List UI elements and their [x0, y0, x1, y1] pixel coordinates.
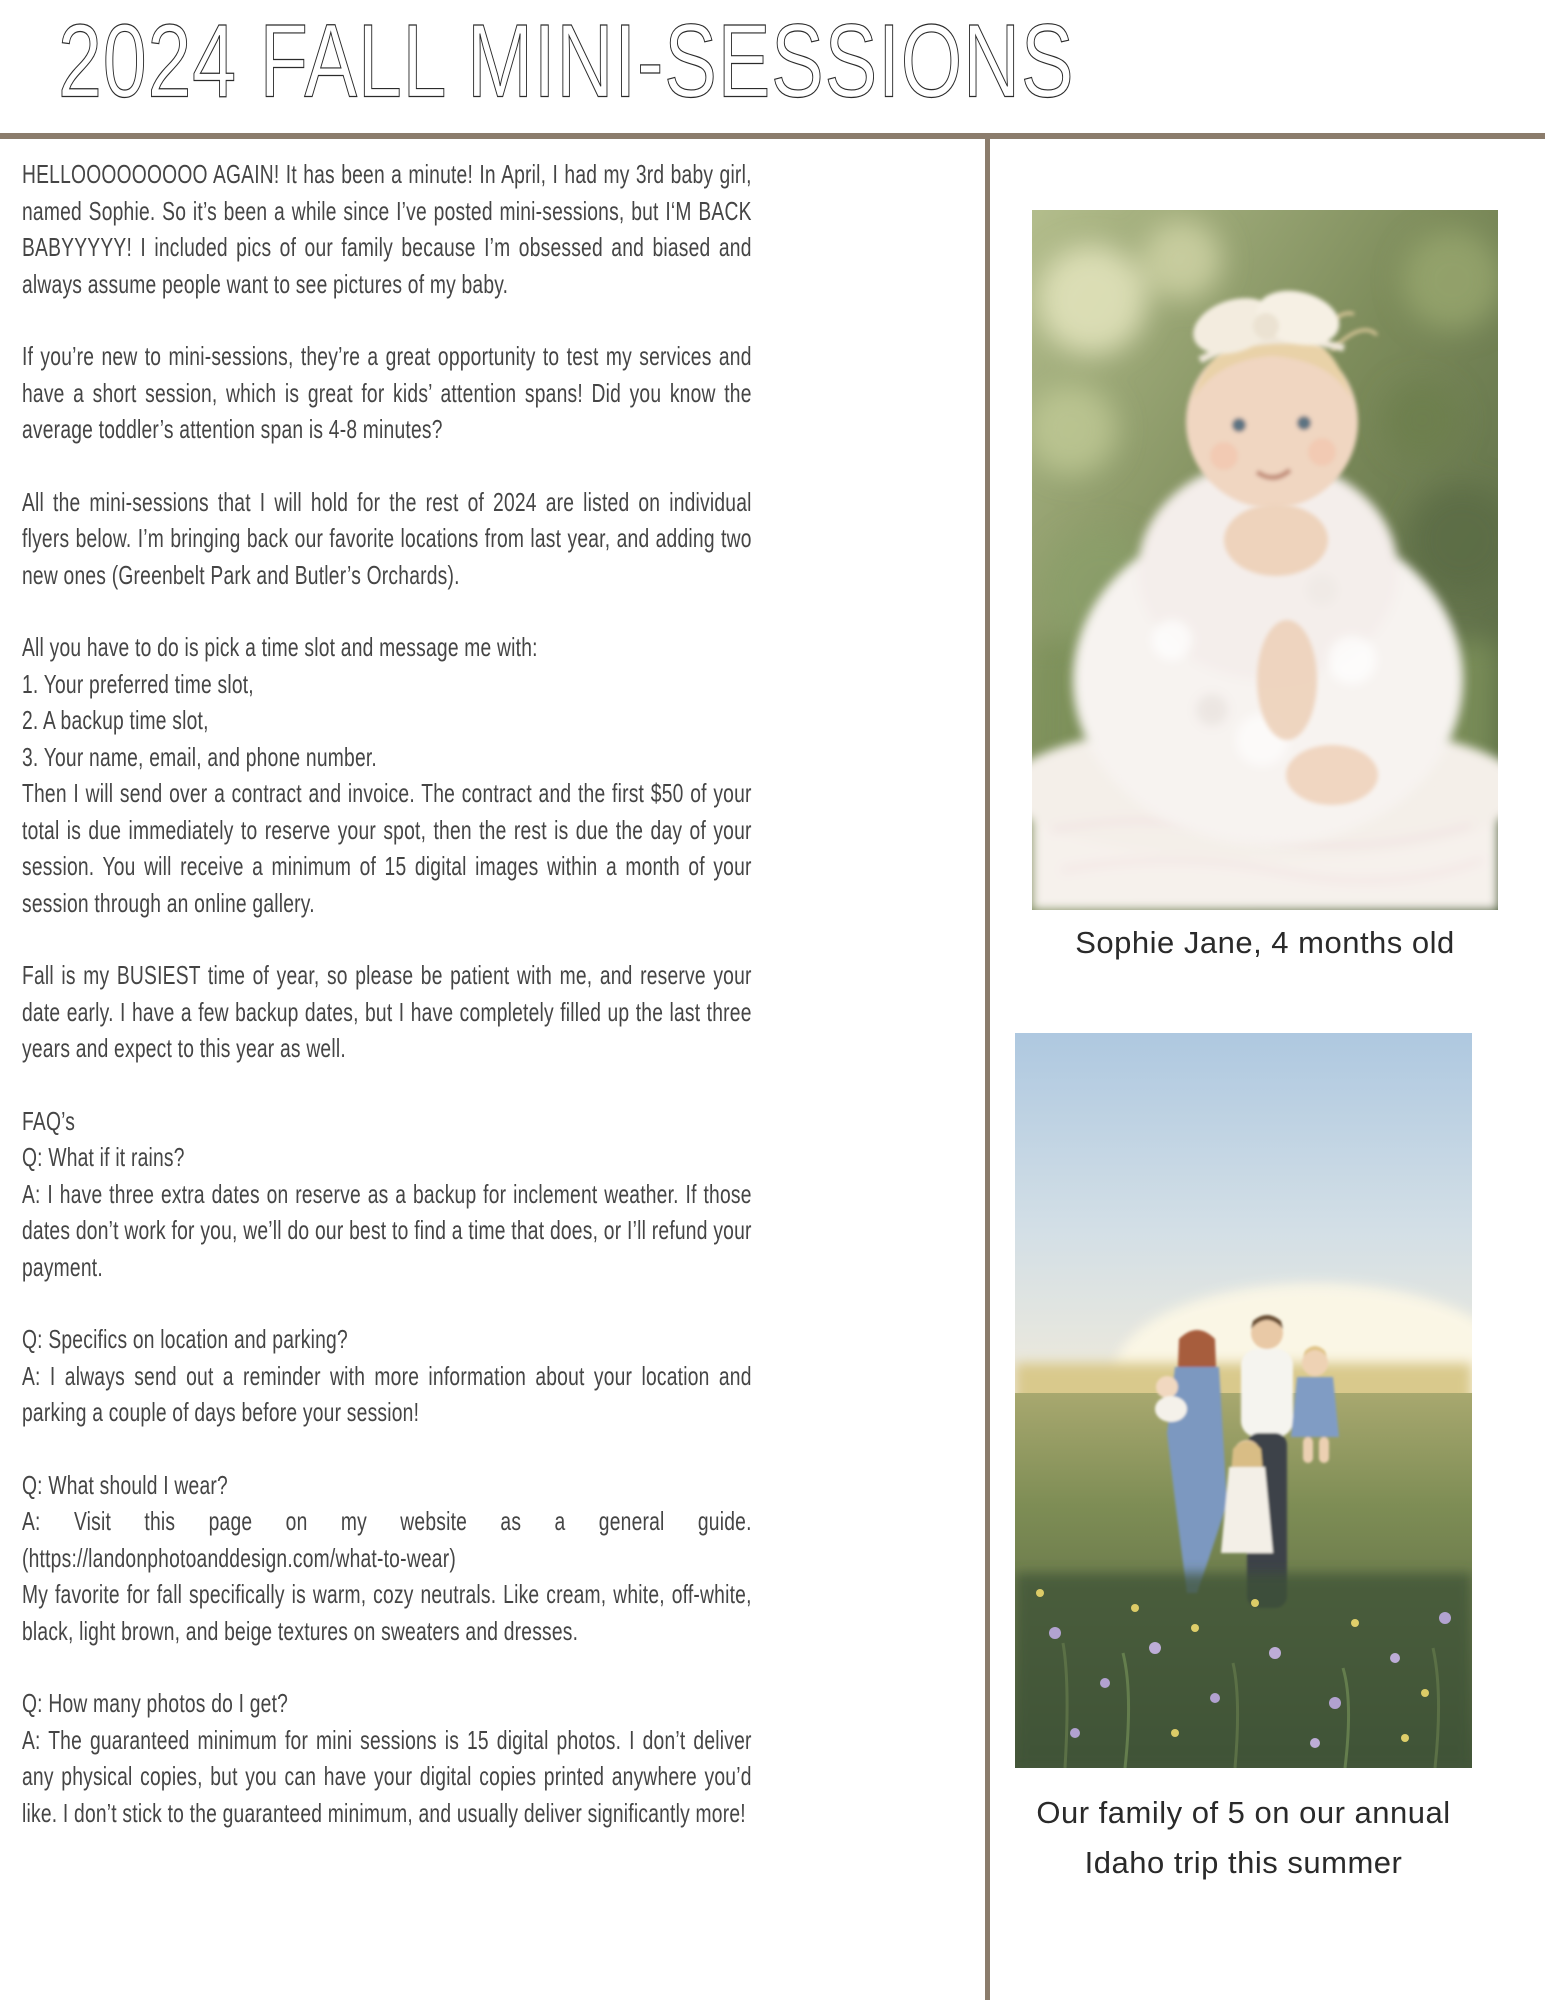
- body-text-block: A: The guaranteed minimum for mini sessions is 15 digital photos. I don’t deliver any physical copies, but you can have your digital copies printed anywhere you’d like. I don’t stick to the guaranteed minimum, and usually deliver significantly more!: [22, 1724, 752, 1828]
- family-photo-caption-line1: Our family of 5 on our annual: [1036, 1795, 1451, 1830]
- body-text-block: Then I will send over a contract and invoice. The contract and the first $50 of your total is due immediately to reserve your spot, then the rest is due the day of your session. You will receive a minimum of 15 digital images within a month of your session through an online gallery.: [22, 778, 752, 918]
- body-text-block: HELLOOOOOOOOO AGAIN! It has been a minute! In April, I had my 3rd baby girl, named Sophie. So it’s been a while since I’ve posted mini-sessions, but I‘M BACK BABYYYYY! I included pics of our family because I’m obsessed and biased and always assume people want to see pictures of my baby.: [22, 159, 752, 299]
- family-photo-caption-line2: Idaho trip this summer: [1084, 1845, 1403, 1880]
- body-text-block: 1. Your preferred time slot,: [22, 668, 254, 699]
- body-text-block: My favorite for fall specifically is warm, cozy neutrals. Like cream, white, off-white, black, light brown, and beige textures on sweaters and dresses.: [22, 1579, 752, 1646]
- family-of-five-field-photo: [1015, 1033, 1472, 1768]
- body-text-block: 2. A backup time slot,: [22, 705, 209, 735]
- page-title: 2024 FALL MINI-SESSIONS: [58, 3, 1075, 120]
- column-divider: [985, 133, 990, 2000]
- body-text-block: 3. Your name, email, and phone number.: [22, 741, 378, 772]
- article-text-column: [22, 156, 752, 1831]
- family-photo-art: [1015, 1033, 1472, 1768]
- body-text-block: Q: Specifics on location and parking?: [22, 1324, 348, 1354]
- body-text-block: A: I always send out a reminder with more information about your location and parking a couple of days before your session!: [22, 1360, 752, 1427]
- body-text-block: Q: How many photos do I get?: [22, 1688, 289, 1718]
- body-text-block: Fall is my BUSIEST time of year, so please be patient with me, and reserve your date early. I have a few backup dates, but I have completely filled up the last three years and expect to this year as well.: [22, 960, 752, 1063]
- body-text-block: Q: What should I wear?: [22, 1469, 228, 1500]
- body-text-block: All you have to do is pick a time slot and message me with:: [22, 632, 538, 662]
- body-text-block: FAQ’s: [22, 1105, 76, 1136]
- sophie-photo-caption: Sophie Jane, 4 months old: [1075, 925, 1455, 960]
- body-text-block: Q: What if it rains?: [22, 1142, 185, 1172]
- baby-sophie-portrait-photo: [1032, 210, 1498, 910]
- baby-sophie-photo-art: [1032, 210, 1498, 910]
- body-text-block: All the mini-sessions that I will hold for the rest of 2024 are listed on individual flyers below. I’m bringing back our favorite locations from last year, and adding two new ones (Greenbelt Park and Butler’s Orchards).: [22, 486, 752, 590]
- body-text-block: A: I have three extra dates on reserve as a backup for inclement weather. If those dates don’t work for you, we’ll do our best to find a time that does, or I’ll refund your payment.: [22, 1178, 752, 1282]
- family-photo-caption: [1000, 1788, 1487, 1888]
- body-text-block: A: Visit this page on my website as a general guide. (https://landonphotoanddesign.com/what-to-wear): [22, 1506, 752, 1573]
- title-divider: [0, 133, 1545, 139]
- body-text-block: If you’re new to mini-sessions, they’re a great opportunity to test my services and have a short session, which is great for kids’ attention spans! Did you know the average toddler’s attention span is 4-8 minutes?: [22, 341, 752, 444]
